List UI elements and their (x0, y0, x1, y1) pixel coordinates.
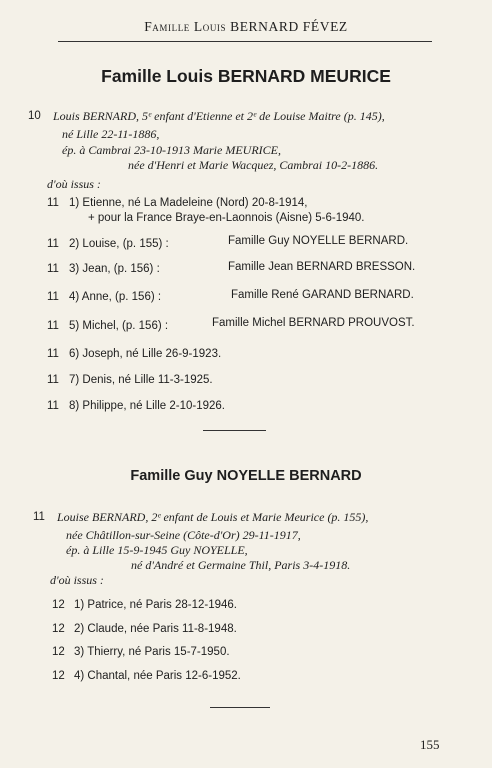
child-family-ref: Famille Guy NOYELLE BERNARD. (228, 235, 409, 247)
child-gen: 11 (47, 400, 59, 412)
child-family-ref: Famille Michel BERNARD PROUVOST. (212, 317, 415, 329)
marriage-place: ép. à Lille 15-9-1945 (66, 543, 171, 557)
issue-label: d'où issus : (47, 177, 101, 191)
child-death: + pour la France Braye-en-Laonnois (Aisne) 5-6-1940. (88, 212, 365, 224)
child-family-ref: Famille René GARAND BERNARD. (231, 289, 414, 301)
issue-label: d'où issus : (50, 573, 104, 587)
parent-name: Louis BERNARD (53, 109, 136, 123)
child-gen: 11 (47, 320, 59, 332)
generation-number: 10 (28, 110, 41, 122)
birth-line: née Châtillon-sur-Seine (Côte-d'Or) 29-11-1917, (66, 528, 301, 542)
child-gen: 11 (47, 291, 59, 303)
child-gen: 12 (52, 623, 65, 635)
section-title: Famille Guy NOYELLE BERNARD (130, 468, 362, 484)
parent-name: Louise BERNARD (57, 510, 146, 524)
child-family-ref: Famille Jean BERNARD BRESSON. (228, 261, 416, 273)
child-entry: 1) Patrice, né Paris 28-12-1946. (74, 599, 238, 611)
child-gen: 11 (47, 263, 59, 275)
child-entry: 8) Philippe, né Lille 2-10-1926. (69, 400, 225, 412)
child-entry: 3) Thierry, né Paris 15-7-1950. (74, 646, 230, 658)
parent-lineage: , 5ᵉ enfant d'Etienne et 2ᵉ de Louise Maitre (p. 145), (136, 109, 385, 123)
header-rule (58, 41, 432, 42)
running-head: Famille Louis BERNARD FÉVEZ (144, 19, 348, 34)
child-gen: 11 (47, 238, 59, 250)
child-entry: 2) Louise, (p. 155) : (69, 238, 169, 250)
generation-number: 11 (33, 511, 45, 523)
section-title: Famille Louis BERNARD MEURICE (101, 66, 391, 86)
child-entry: 4) Anne, (p. 156) : (69, 291, 162, 303)
spouse-name: Guy NOYELLE, (170, 543, 248, 557)
child-entry: 3) Jean, (p. 156) : (69, 263, 160, 275)
child-gen: 11 (47, 374, 59, 386)
child-entry: 6) Joseph, né Lille 26-9-1923. (69, 348, 222, 360)
child-entry: 5) Michel, (p. 156) : (69, 320, 169, 332)
child-gen: 11 (47, 348, 59, 360)
parent-line (53, 109, 385, 124)
child-gen: 12 (52, 599, 65, 611)
section-divider (210, 707, 270, 708)
spouse-details: née d'Henri et Marie Wacquez, Cambrai 10-2-1886. (128, 158, 379, 172)
birth-line: né Lille 22-11-1886, (62, 127, 160, 141)
child-entry: 7) Denis, né Lille 11-3-1925. (69, 374, 213, 386)
spouse-name: Marie MEURICE, (193, 143, 281, 157)
marriage-place: ép. à Cambrai 23-10-1913 (62, 143, 193, 157)
marriage-line (62, 143, 281, 158)
child-entry: 2) Claude, née Paris 11-8-1948. (74, 623, 237, 635)
child-entry: 1) Etienne, né La Madeleine (Nord) 20-8-1914, (69, 197, 308, 209)
page-number: 155 (420, 737, 440, 752)
parent-line (57, 510, 368, 525)
spouse-details: né d'André et Germaine Thil, Paris 3-4-1918. (131, 558, 351, 572)
parent-lineage: , 2ᵉ enfant de Louis et Marie Meurice (p. 155), (145, 510, 369, 524)
section-divider (203, 430, 266, 431)
child-gen: 11 (47, 197, 59, 209)
child-gen: 12 (52, 646, 65, 658)
child-entry: 4) Chantal, née Paris 12-6-1952. (74, 670, 241, 682)
child-gen: 12 (52, 670, 65, 682)
marriage-line (66, 543, 248, 558)
